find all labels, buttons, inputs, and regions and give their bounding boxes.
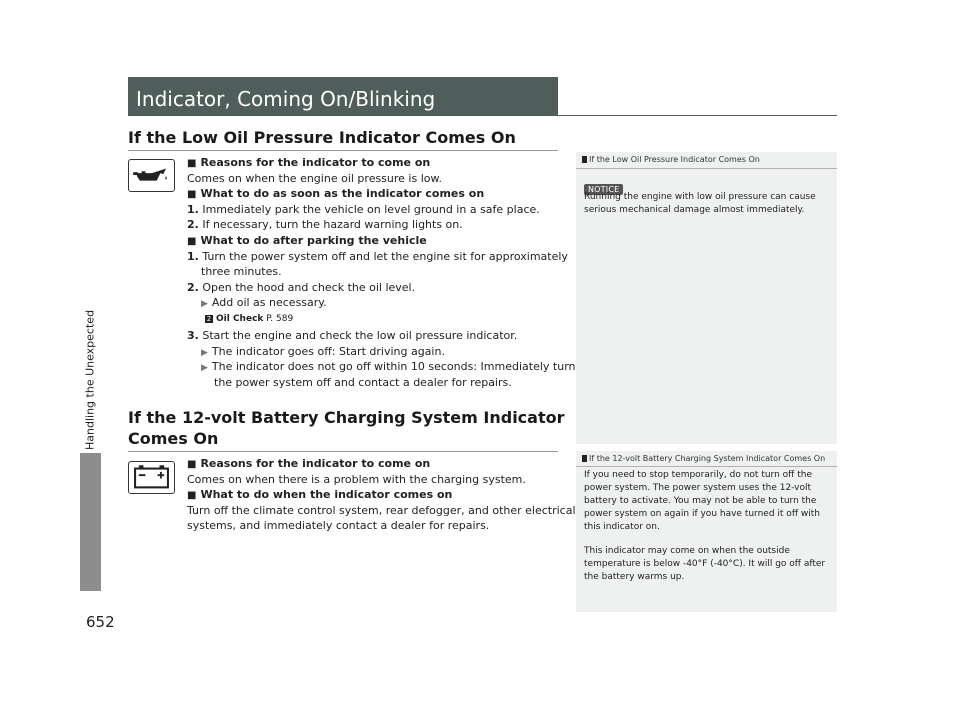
reference-icon: 2 [206,314,212,323]
note-marker-icon [582,455,587,462]
list-item: 1. Immediately park the vehicle on level ground in a safe place. [187,202,540,216]
note-panel-oil [576,152,837,444]
list-item: 3. Start the engine and check the low oil pressure indicator. [187,329,518,342]
arrow-icon: ▶ [201,299,208,310]
chapter-tab-label: Handling the Unexpected [83,309,97,450]
reasons-subheading: ■ Reasons for the indicator to come on [187,457,431,470]
note-rule [576,168,837,169]
reasons-subheading: ■ Reasons for the indicator to come on [187,156,431,169]
note-rule [576,466,837,467]
reasons-text: Comes on when there is a problem with the charging system. [187,472,526,486]
section-rule [128,150,558,151]
after-subheading: ■ What to do after parking the vehicle [187,234,427,247]
note-panel-battery [576,451,837,612]
note-title: If the 12-volt Battery Charging System Indicator Comes On [582,454,825,463]
section2-body [187,456,576,536]
arrow-icon: ▶ [201,363,208,374]
list-item: 2. If necessary, turn the hazard warning lights on. [187,218,463,232]
section1-body [187,155,576,395]
sub-item: ▶ The indicator goes off: Start driving again. [201,344,445,358]
list-item-continuation: three minutes. [201,265,282,279]
page-number: 652 [86,613,115,631]
section-heading-battery-line2: Comes On [128,429,219,448]
cross-reference-link[interactable]: 2 Oil Check P. 589 [206,314,294,324]
note-text: Running the engine with low oil pressure can cause serious mechanical damage almost immediately. [584,192,816,215]
notice-badge: NOTICE [584,177,623,196]
arrow-icon: ▶ [201,347,208,358]
reasons-text: Comes on when the engine oil pressure is low. [187,171,442,185]
sub-item: ▶ Add oil as necessary. [201,296,327,310]
list-item: 1. Turn the power system off and let the engine sit for approximately [187,249,568,263]
header-divider [128,115,837,116]
chapter-tab-marker [80,453,101,591]
section-rule [128,451,558,452]
todo-text: Turn off the climate control system, rear defogger, and other electrical [187,503,576,517]
section-heading-oil: If the Low Oil Pressure Indicator Comes On [128,128,516,147]
todo-subheading: ■ What to do as soon as the indicator comes on [187,187,485,201]
battery-icon [128,461,175,494]
sub-item-continuation: the power system off and contact a dealer for repairs. [214,375,512,389]
note-title: If the Low Oil Pressure Indicator Comes On [582,155,760,164]
todo-subheading: ■ What to do when the indicator comes on [187,488,453,502]
todo-text: systems, and immediately contact a dealer for repairs. [187,519,490,533]
sub-item: ▶ The indicator does not go off within 10 seconds: Immediately turn [201,360,576,374]
page-title: Indicator, Coming On/Blinking [136,87,436,111]
note-text: If you need to stop temporarily, do not turn off the power system. The power system uses the 12-volt battery to activate. You may not be able to turn the power system on again if you have turned it off with this indicator on. This indicator may come on when the outside temperature is below -40°F (-40°C). It will go off after the battery warms up. [584,470,826,582]
list-item: 2. Open the hood and check the oil level. [187,280,416,294]
section-heading-battery-line1: If the 12-volt Battery Charging System Indicator [128,408,565,427]
oil-can-icon [128,159,175,192]
note-marker-icon [582,156,587,163]
